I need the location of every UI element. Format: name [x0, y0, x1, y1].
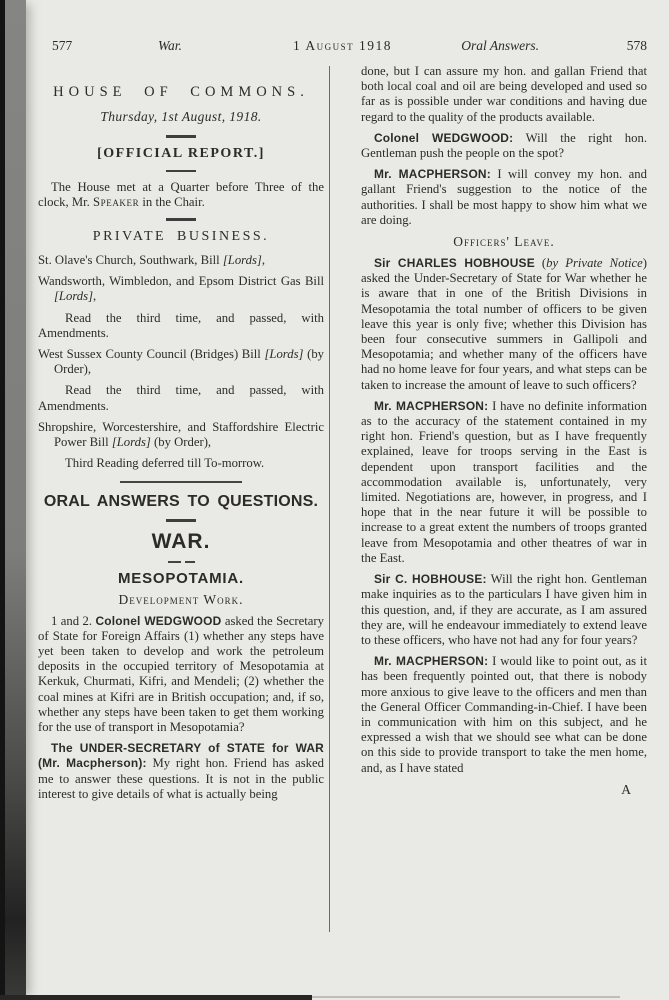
speaker-name: Colonel WEDGWOOD: — [374, 130, 514, 145]
text-segment: [Lords] — [222, 252, 262, 267]
text-segment: 1 and 2. — [51, 613, 96, 628]
text-segment: Third Reading deferred till To-morrow. — [65, 456, 265, 471]
bill-entry — [38, 252, 324, 268]
running-title-right: Oral Answers. — [461, 38, 539, 53]
text-segment: West Sussex County Council (Bridges) Bill — [38, 346, 265, 361]
text-segment: asked the Secretary of State for Foreign Affairs (1) whether any steps have yet been taken to develop and work the petroleum deposits in the occupied territory of Mesopotamia at Kerkuk, Churmati, Kifri, and Mendeli; (2) whether the coal mines at Kifri are in British occupation; and, if so, whether any steps have been taken to get them working for the use of transport in Mesopotamia? — [38, 613, 324, 735]
scan-gutter-shadow — [5, 0, 26, 1000]
running-head — [36, 38, 649, 56]
paragraph — [361, 131, 647, 161]
paragraph — [361, 167, 647, 228]
main-heading: HOUSE OF COMMONS. — [53, 84, 309, 100]
sitting-date-line: Thursday, 1st August, 1918. — [100, 109, 262, 124]
divider-rule — [166, 170, 196, 173]
text-segment: (by Order), — [54, 346, 325, 377]
text-columns — [36, 64, 649, 808]
text-segment: ) asked the Under-Secretary of State for War whether he is aware that in one of the British Divisions in Mesopotamia the total number of officers to be given leave this year is only five; whether this Division has been four consecutive summers in Gallipoli and Mesopotamia; and whether many of the officers have had no home leave for four years, and what steps can be taken to increase the amount of leave to such officers? — [361, 256, 647, 392]
page-number-left: 577 — [52, 38, 73, 53]
speaker-name: Sir CHARLES HOBHOUSE — [374, 256, 535, 271]
text-segment: The House met at a Quarter before Three of the clock, Mr. — [38, 180, 324, 210]
text-segment: ( — [534, 256, 547, 271]
section-heading: ORAL ANSWERS TO QUESTIONS. — [43, 493, 319, 511]
document-page — [36, 0, 649, 1000]
signature-mark: A — [621, 781, 631, 797]
paragraph — [38, 180, 324, 210]
paragraph — [361, 654, 647, 776]
text-segment: , — [93, 289, 97, 304]
divider-rule — [120, 481, 242, 483]
paragraph — [38, 741, 324, 802]
divider-rule — [166, 218, 196, 221]
text-segment: St. Olave's Church, Southwark, Bill — [38, 252, 223, 267]
bill-entry — [38, 419, 324, 450]
text-segment: (by Order), — [150, 434, 212, 449]
text-segment: Read the third time, and passed, with Amendments. — [38, 310, 324, 340]
text-segment: I have no definite information as to the accuracy of the statement contained in my right hon. Friend's question, but as I have frequently explained, leave for troops serving in the East is dependent upon transport facilities and the accommodation available is, unfortunately, very limited. Negotiations are, however, in progress, and I hope that in the near future it will be possible to increase to a great extent the numbers of troops granted leave from Mesopotamia and other theatres of war in the East. — [361, 398, 647, 565]
paragraph — [361, 399, 647, 566]
paragraph — [38, 383, 324, 413]
divider-rule — [168, 561, 195, 563]
paragraph — [38, 614, 324, 736]
speaker-name: Sir C. HOBHOUSE: — [374, 572, 487, 587]
right-column — [361, 64, 647, 808]
section-heading: MESOPOTAMIA. — [118, 569, 244, 587]
section-heading: WAR. — [151, 529, 211, 553]
text-segment: [Lords] — [54, 289, 94, 304]
text-segment: Will the right hon. Gentleman make inquiries as to the particulars I have given him in this question, and, if they are accurate, as I am assured they are, will he endeavour immediately to extend leave to these officers, who have not had any for four years? — [361, 572, 648, 647]
speaker-name: Mr. MACPHERSON: — [374, 167, 491, 182]
section-heading: PRIVATE BUSINESS. — [92, 228, 270, 244]
text-segment: I will convey my hon. and gallant Friend's suggestion to the notice of the authorities. I shall be most happy to show him what we are doing. — [361, 167, 647, 227]
paragraph — [38, 456, 324, 471]
bill-entry — [38, 346, 325, 377]
text-segment: Will the right hon. Gentleman push the people on the spot? — [361, 130, 647, 161]
paragraph — [361, 256, 647, 393]
text-segment: Speaker — [92, 195, 140, 210]
text-segment: My right hon. Friend has asked me to answer these questions. It is not in the public interest to give details of what is actually being — [38, 756, 324, 801]
text-segment: [Lords] — [111, 434, 151, 449]
bill-entry — [38, 274, 324, 304]
text-segment: I would like to point out, as it has been frequently pointed out, that there is nobody more anxious to give leave to the officers and men than the General Officer Commanding-in-Chief. I have been in communication with him on this subject, and he expressed a wish that we should see what can be done on this side to provide transport to take the men home, and, as I have stated — [361, 654, 647, 775]
speaker-name: Mr. MACPHERSON: — [374, 398, 489, 413]
speaker-name: Mr. MACPHERSON: — [374, 654, 489, 669]
paragraph — [361, 64, 647, 125]
speaker-name: The UNDER-SECRETARY of STATE for WAR (Mr. Macpherson): — [38, 741, 324, 771]
text-segment: by Private Notice — [546, 256, 643, 271]
subsection-heading: Development Work. — [118, 591, 244, 607]
text-segment: Wandsworth, Wimbledon, and Epsom District Gas Bill — [38, 274, 324, 289]
text-segment: Read the third time, and passed, with Amendments. — [38, 383, 324, 413]
running-head-date: 1 August 1918 — [292, 38, 393, 53]
text-segment: [Lords] — [264, 346, 304, 361]
running-title-left: War. — [158, 38, 182, 53]
speaker-name: Colonel WEDGWOOD — [95, 613, 222, 628]
text-segment: , — [261, 252, 266, 267]
paragraph — [38, 311, 324, 341]
subsection-heading: Officers' Leave. — [453, 234, 555, 250]
divider-rule — [166, 135, 196, 138]
official-report-heading: [OFFICIAL REPORT.] — [97, 145, 265, 161]
text-segment: in the Chair. — [139, 195, 205, 210]
page-number-right: 578 — [626, 38, 647, 53]
divider-rule — [166, 519, 196, 522]
left-column — [38, 64, 324, 808]
paragraph — [361, 572, 647, 648]
text-segment: done, but I can assure my hon. and gallan Friend that both local coal and oil are being developed and used so far as is possible under war conditions and having due regard to the quality of the products available. — [361, 64, 647, 124]
text-segment: Shropshire, Worcestershire, and Staffordshire Electric Power Bill — [38, 419, 324, 449]
